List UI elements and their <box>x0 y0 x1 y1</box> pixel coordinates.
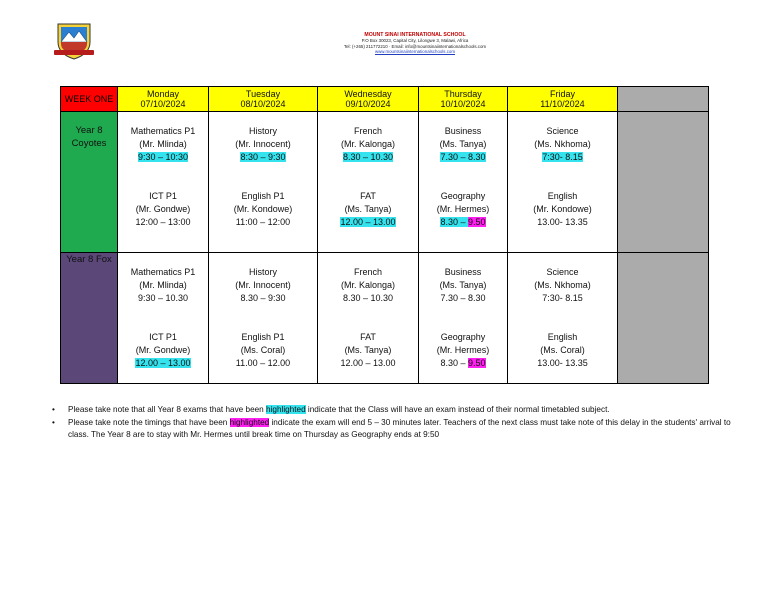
exam-time-text: 13.00- 13.35 <box>537 217 588 228</box>
exam-slot <box>118 266 208 305</box>
exam-slot <box>118 331 208 370</box>
exam-time-text: 8.30 – 10.30 <box>342 152 394 163</box>
subject-name: English P1 <box>241 332 285 343</box>
teacher-name: (Mr. Kalonga) <box>340 280 396 291</box>
subject-name: Mathematics P1 <box>130 267 196 277</box>
exam-time-text: 12.00 – 13.00 <box>340 217 396 228</box>
note-item: • Please take note the timings that have been highlighted indicate the exam will end 5 – 30 minutes later. Teachers of the next class must take note of this delay in the students' arrival to class. The Year 8 are to stay with Mr. Hermes until break time on Thursday as Geography ends at 9:50 <box>52 417 731 440</box>
exam-time-text: 8.30 – <box>440 217 468 228</box>
day-cell <box>209 253 318 384</box>
exam-time-extension: 9.50 <box>468 358 486 369</box>
exam-time <box>508 151 617 164</box>
subject-name: Science <box>546 267 579 277</box>
exam-slot <box>508 331 617 370</box>
note-item: • Please take note that all Year 8 exams that have been highlighted indicate that the Class will have an exam instead of their normal timetabled subject. <box>48 404 738 417</box>
exam-time <box>508 216 617 229</box>
day-cell <box>508 112 618 253</box>
exam-slot <box>419 266 507 305</box>
school-contact: Tel: (+265) 211772210 · Email: info@mountsinaiinternationalschools.com <box>343 43 487 49</box>
exam-time <box>419 216 507 229</box>
school-address: P.O Box 30023, Capital City, Lilongwe 3, Malawi, Africa <box>361 38 469 44</box>
school-letterhead <box>300 32 530 54</box>
highlight-sample-magenta: highlighted <box>229 417 270 427</box>
teacher-name: (Ms. Nkhoma) <box>534 139 591 150</box>
notes-list <box>48 404 738 442</box>
day-cell <box>419 112 508 253</box>
exam-time <box>419 151 507 164</box>
exam-time-text: 7:30- 8.15 <box>542 293 583 304</box>
subject-name: History <box>248 267 277 277</box>
exam-slot <box>209 125 317 164</box>
school-name: MOUNT SINAI INTERNATIONAL SCHOOL <box>364 32 466 38</box>
teacher-name: (Mr. Hermes) <box>436 204 490 215</box>
day-cell <box>419 253 508 384</box>
day-header-thursday: Thursday 10/10/2024 <box>419 87 508 112</box>
subject-name: French <box>353 267 382 277</box>
exam-time <box>209 292 317 305</box>
bullet-icon: • <box>52 405 55 414</box>
subject-name: English P1 <box>241 191 285 202</box>
subject-name: Science <box>546 126 579 136</box>
exam-slot <box>318 266 418 305</box>
exam-slot <box>508 125 617 164</box>
exam-time-text: 11.00 – 12.00 <box>235 358 291 369</box>
exam-slot <box>318 125 418 164</box>
exam-time-text: 8.30 – 10.30 <box>342 293 394 304</box>
exam-time <box>508 292 617 305</box>
exam-time <box>118 357 208 370</box>
exam-slot <box>209 190 317 229</box>
exam-time-text: 12.00 – 13.00 <box>340 358 396 369</box>
exam-time <box>209 357 317 370</box>
subject-name: English <box>547 191 578 202</box>
day-header-friday: Friday 11/10/2024 <box>508 87 618 112</box>
teacher-name: (Mr. Innocent) <box>235 280 291 291</box>
blank-gray-cell <box>618 253 709 384</box>
exam-slot <box>419 190 507 229</box>
exam-time-text: 12.00 – 13.00 <box>135 358 191 369</box>
exam-slot <box>118 190 208 229</box>
exam-time <box>318 292 418 305</box>
exam-time <box>419 357 507 370</box>
exam-slot <box>318 331 418 370</box>
exam-time <box>209 151 317 164</box>
exam-time-text: 7:30- 8.15 <box>542 152 583 163</box>
subject-name: Mathematics P1 <box>130 126 196 136</box>
blank-gray-cell <box>618 112 709 253</box>
exam-time <box>318 216 418 229</box>
exam-time <box>118 292 208 305</box>
teacher-name: (Mr. Kalonga) <box>340 139 396 150</box>
subject-name: Business <box>444 126 482 136</box>
subject-name: History <box>248 126 277 136</box>
exam-slot <box>508 190 617 229</box>
subject-name: Business <box>444 267 482 277</box>
timetable-header-row <box>61 87 709 112</box>
teacher-name: (Ms. Tanya) <box>344 204 392 215</box>
exam-time-text: 7.30 – 8.30 <box>440 152 486 163</box>
exam-time-text: 8.30 – 9:30 <box>240 293 286 304</box>
subject-name: ICT P1 <box>149 191 177 202</box>
exam-time <box>118 151 208 164</box>
exam-slot <box>209 331 317 370</box>
exam-time <box>419 292 507 305</box>
teacher-name: (Mr. Mlinda) <box>139 280 187 291</box>
group-label-year8-fox: Year 8 Fox <box>61 253 118 384</box>
exam-time-extension: 9.50 <box>468 217 486 228</box>
group-row-year8-fox <box>61 253 709 384</box>
day-cell <box>209 112 318 253</box>
subject-name: English <box>547 332 578 343</box>
exam-time-text: 11:00 – 12:00 <box>235 217 291 228</box>
school-website-link[interactable]: www.mountsinaiinternationalschools.com <box>374 48 456 54</box>
exam-slot <box>318 190 418 229</box>
subject-name: FAT <box>360 332 376 343</box>
exam-time-text: 7.30 – 8.30 <box>440 293 486 304</box>
teacher-name: (Mr. Gondwe) <box>135 204 191 215</box>
week-label: WEEK ONE <box>61 87 118 112</box>
teacher-name: (Ms. Coral) <box>540 345 585 356</box>
teacher-name: (Ms. Tanya) <box>439 139 487 150</box>
school-crest-logo <box>52 20 96 60</box>
day-cell <box>118 112 209 253</box>
teacher-name: (Mr. Hermes) <box>436 345 490 356</box>
exam-time <box>118 216 208 229</box>
day-header-monday: Monday 07/10/2024 <box>118 87 209 112</box>
exam-slot <box>209 266 317 305</box>
exam-time <box>318 151 418 164</box>
day-header-tuesday: Tuesday 08/10/2024 <box>209 87 318 112</box>
exam-slot <box>508 266 617 305</box>
exam-slot <box>118 125 208 164</box>
teacher-name: (Ms. Tanya) <box>344 345 392 356</box>
exam-slot <box>419 331 507 370</box>
exam-time <box>508 357 617 370</box>
exam-timetable <box>60 86 709 384</box>
exam-time-text: 8.30 – <box>440 358 468 369</box>
subject-name: Geography <box>440 332 486 343</box>
blank-header-cell <box>618 87 709 112</box>
exam-time-text: 8:30 – 9:30 <box>240 152 286 163</box>
bullet-icon: • <box>52 417 55 427</box>
day-cell <box>318 253 419 384</box>
highlight-sample-cyan: highlighted <box>266 405 306 414</box>
teacher-name: (Mr. Kondowe) <box>533 204 592 215</box>
day-cell <box>318 112 419 253</box>
exam-time-text: 12:00 – 13:00 <box>135 217 191 228</box>
teacher-name: (Mr. Mlinda) <box>139 139 187 150</box>
exam-slot <box>419 125 507 164</box>
subject-name: ICT P1 <box>149 332 177 343</box>
subject-name: FAT <box>360 191 376 202</box>
exam-time-text: 13.00- 13.35 <box>537 358 588 369</box>
exam-time <box>209 216 317 229</box>
group-label-year8-coyotes: Year 8 Coyotes <box>61 112 118 253</box>
exam-time <box>318 357 418 370</box>
subject-name: Geography <box>440 191 486 202</box>
teacher-name: (Ms. Tanya) <box>439 280 487 291</box>
exam-time-text: 9:30 – 10.30 <box>137 293 189 304</box>
teacher-name: (Mr. Kondowe) <box>233 204 293 215</box>
teacher-name: (Ms. Coral) <box>240 345 286 356</box>
day-cell <box>118 253 209 384</box>
group-row-year8-coyotes <box>61 112 709 253</box>
day-header-wednesday: Wednesday 09/10/2024 <box>318 87 419 112</box>
exam-time-text: 9:30 – 10:30 <box>137 152 189 163</box>
teacher-name: (Ms. Nkhoma) <box>534 280 591 291</box>
teacher-name: (Mr. Gondwe) <box>135 345 191 356</box>
day-cell <box>508 253 618 384</box>
subject-name: French <box>353 126 382 136</box>
teacher-name: (Mr. Innocent) <box>235 139 291 150</box>
